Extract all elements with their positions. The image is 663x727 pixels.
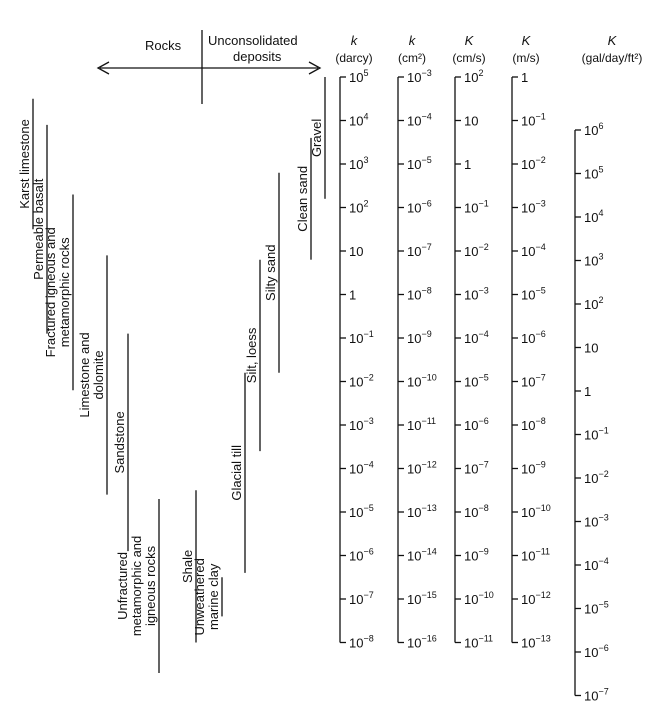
material-label: Clean sand [295, 165, 310, 232]
material-label: metamorphic and [129, 535, 144, 637]
scale-unit: (darcy) [335, 51, 373, 65]
scale-tick-label: $10^3$ [349, 155, 369, 172]
rocks-header: Rocks [145, 38, 182, 53]
scale-tick-label: $10^{-5}$ [464, 372, 489, 390]
scale-tick-label: $10^{-9}$ [464, 546, 489, 564]
scale-tick-label: $10^{-13}$ [521, 633, 551, 651]
scale-tick-label: $10^{-4}$ [349, 459, 374, 477]
scale-tick-label: $10^{-3}$ [407, 68, 432, 85]
scale-tick-label: $10^{-9}$ [521, 459, 546, 477]
material-label: Permeable basalt [31, 178, 46, 280]
scale-k-cm2 [398, 33, 437, 651]
scale-tick-label: $10^{-2}$ [349, 372, 374, 390]
scale-tick-label: $10^{-4}$ [521, 242, 546, 259]
scale-tick-label: $10^{-5}$ [584, 599, 609, 617]
material-label: metamorphic rocks [57, 237, 72, 348]
scale-tick-label: $10^4$ [349, 111, 369, 129]
scale-tick-label: $10^6$ [584, 121, 604, 138]
scale-tick-label: $10^{-12}$ [521, 590, 551, 607]
scale-tick-label: $10^{-3}$ [584, 512, 609, 530]
scale-tick-label: $10^{-7}$ [349, 590, 374, 607]
material-glacial-till [229, 373, 245, 573]
deposits-header-line1: Unconsolidated [208, 33, 298, 48]
scale-tick-label: $10^{-2}$ [464, 242, 489, 259]
material-label: igneous rocks [143, 545, 158, 627]
scale-tick-label: $10^{-3}$ [464, 285, 489, 303]
scale-tick-label: $10^{-6}$ [584, 643, 609, 660]
material-label: Gravel [309, 118, 324, 158]
scale-tick-label: $10^{-5}$ [407, 155, 432, 172]
scale-unit: (gal/day/ft²) [581, 51, 643, 65]
material-label: Unweathered [192, 558, 207, 636]
scale-tick-label: $10^{-10}$ [407, 372, 437, 390]
scale-tick-label: 1 [521, 70, 529, 85]
scale-tick-label: $10^3$ [584, 251, 604, 269]
header [98, 30, 320, 104]
scale-tick-label: $10^{-10}$ [464, 590, 494, 607]
material-limestone-dolomite [77, 255, 107, 494]
scale-tick-label: $10^{-11}$ [464, 633, 494, 651]
scale-tick-label: 10 [584, 340, 599, 356]
scale-tick-label: $10^{-4}$ [584, 556, 609, 573]
material-unfractured-rocks [115, 499, 159, 673]
scale-tick-label: $10^2$ [584, 295, 604, 312]
scale-unit: (m/s) [512, 51, 540, 65]
material-label: Glacial till [229, 445, 244, 501]
deposits-header-line2: deposits [233, 49, 282, 64]
scale-tick-label: $10^{-16}$ [407, 633, 437, 651]
scale-tick-label: $10^{-14}$ [407, 546, 437, 564]
material-silt-loess [244, 260, 260, 451]
scale-tick-label: $10^{-3}$ [521, 198, 546, 216]
scale-tick-label: $10^{-1}$ [521, 111, 546, 129]
scale-tick-label: $10^{-2}$ [521, 155, 546, 172]
material-label: Karst limestone [17, 119, 32, 209]
scale-tick-label: $10^{-4}$ [407, 111, 432, 129]
scale-tick-label: $10^{-6}$ [521, 329, 546, 346]
scale-symbol: K [607, 33, 617, 48]
material-label: Fractured igneous and [43, 227, 58, 358]
scale-tick-label: $10^{-5}$ [521, 285, 546, 303]
scale-tick-label: $10^4$ [584, 208, 604, 225]
scale-tick-label: $10^5$ [584, 164, 604, 182]
material-label: Silty sand [263, 244, 278, 301]
material-label: Silt, loess [244, 327, 259, 384]
scale-tick-label: $10^{-8}$ [407, 285, 432, 303]
scale-tick-label: $10^{-1}$ [584, 425, 609, 443]
material-label: Sandstone [112, 411, 127, 474]
scale-tick-label: 1 [584, 384, 592, 399]
scale-tick-label: $10^{-2}$ [584, 469, 609, 486]
scale-tick-label: $10^{-8}$ [464, 503, 489, 520]
scale-tick-label: $10^{-11}$ [521, 546, 551, 564]
scale-tick-label: $10^{-1}$ [464, 198, 489, 216]
scale-tick-label: 10 [464, 113, 479, 129]
scale-unit: (cm²) [398, 51, 426, 65]
scale-tick-label: $10^{-7}$ [584, 686, 609, 704]
scale-tick-label: $10^{-11}$ [407, 416, 437, 433]
scale-tick-label: $10^{-13}$ [407, 503, 437, 520]
scale-tick-label: $10^{-6}$ [349, 546, 374, 564]
scale-tick-label: $10^{-8}$ [349, 633, 374, 651]
material-sandstone [112, 334, 128, 552]
scale-K-gal-day-ft2 [575, 33, 642, 704]
material-label: marine clay [206, 563, 221, 631]
scale-tick-label: 10 [349, 244, 364, 259]
scale-tick-label: $10^{-1}$ [349, 329, 374, 346]
material-ranges [17, 77, 325, 673]
scale-tick-label: $10^{-6}$ [464, 416, 489, 433]
material-label: Shale [180, 549, 195, 583]
scale-tick-label: $10^{-7}$ [407, 242, 432, 259]
material-label: dolomite [91, 350, 106, 400]
scale-K-m-s [512, 33, 551, 651]
scale-K-cm-s [452, 33, 493, 651]
scale-tick-label: $10^{-15}$ [407, 590, 437, 607]
scale-tick-label: $10^{-12}$ [407, 459, 437, 477]
scale-tick-label: $10^{-7}$ [464, 459, 489, 477]
material-label: Unfractured [115, 551, 130, 620]
scale-tick-label: $10^{-8}$ [521, 416, 546, 433]
material-unweathered-marine-clay [192, 558, 222, 635]
scale-tick-label: $10^2$ [464, 68, 484, 85]
scale-tick-label: $10^5$ [349, 68, 369, 85]
scale-tick-label: $10^{-9}$ [407, 329, 432, 346]
scale-tick-label: $10^2$ [349, 198, 369, 216]
material-label: Limestone and [77, 332, 92, 418]
scale-k-darcy [335, 33, 373, 651]
unit-scales [335, 33, 642, 704]
scale-unit: (cm/s) [452, 51, 486, 65]
scale-symbol: k [350, 33, 358, 48]
scale-tick-label: $10^{-10}$ [521, 503, 551, 520]
scale-tick-label: 1 [464, 157, 472, 172]
scale-tick-label: 1 [349, 287, 357, 303]
scale-tick-label: $10^{-5}$ [349, 503, 374, 520]
scale-tick-label: $10^{-6}$ [407, 198, 432, 216]
scale-tick-label: $10^{-4}$ [464, 329, 489, 346]
scale-tick-label: $10^{-3}$ [349, 416, 374, 433]
scale-symbol: K [521, 33, 531, 48]
scale-symbol: k [408, 33, 416, 48]
scale-tick-label: $10^{-7}$ [521, 372, 546, 390]
scale-symbol: K [464, 33, 474, 48]
material-silty-sand [263, 173, 279, 373]
